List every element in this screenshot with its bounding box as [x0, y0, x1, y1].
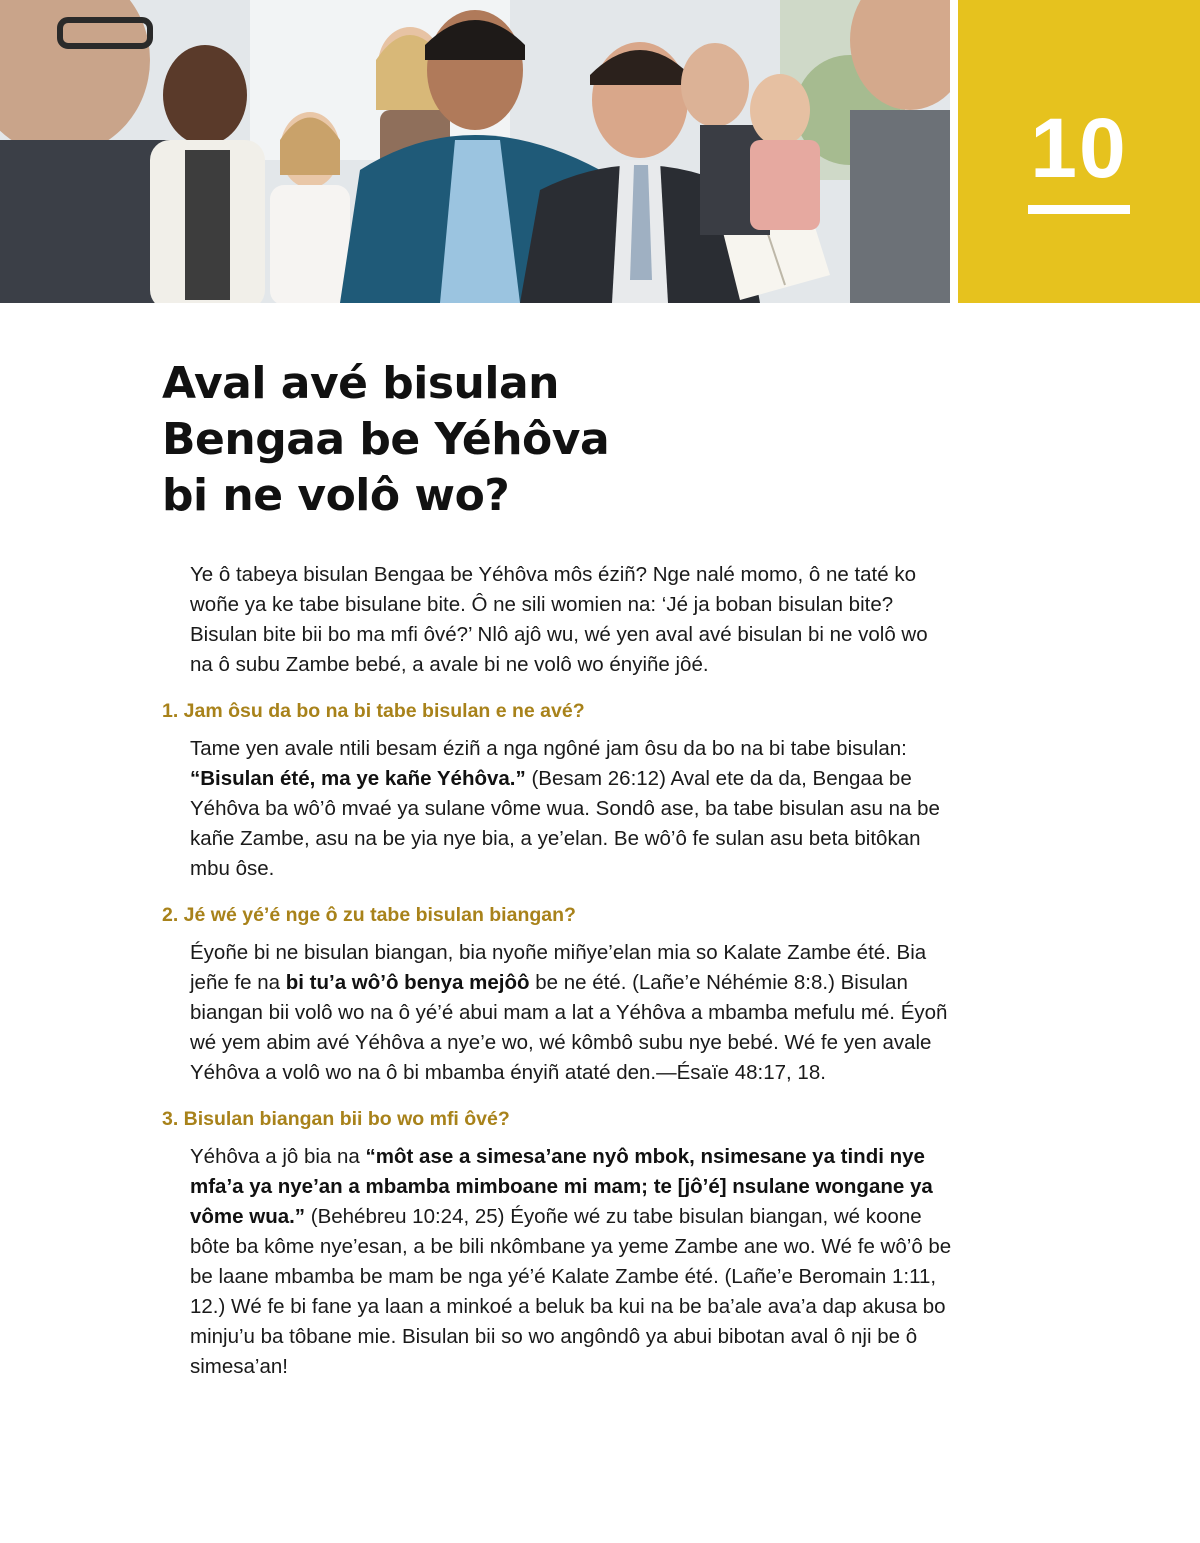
title-line: Bengaa be Yéhôva — [162, 414, 610, 465]
badge-underline — [1028, 205, 1130, 214]
title-line: bi ne volô wo? — [162, 470, 510, 521]
hero-photo — [0, 0, 950, 303]
answer-emphasis: “Bisulan été, ma ye kañe Yéhôva.” — [190, 767, 526, 790]
answer-text: (Besam 26:12) Aval ete da da, Bengaa be Yéhôva ba wô’ô mvaé ya sulane vôme wua. Sondô ase, ba tabe bisulan asu na be kañe Zambe, asu na be yia nye bia, a ye’elan. Be wô’ô fe sulan asu beta bitôkan mbu ôse. — [190, 767, 940, 880]
congregation-meeting-illustration — [0, 0, 950, 303]
intro-paragraph: Ye ô tabeya bisulan Bengaa be Yéhôva môs éziñ? Nge nalé momo, ô ne taté ko woñe ya ke tabe bisulane bite. Ô ne sili womien na: ‘Jé ja boban bisulan bite? Bisulan bite bii bo ma mfi ôvé?’ Nlô ajô wu, wé yen aval avé bisulan bi ne volô wo na ô subu Zambe bebé, a avale bi ne volô wo ényiñe jôé. — [190, 563, 928, 676]
section-question: 3. Bisulan biangan bii bo wo mfi ôvé? — [162, 1108, 510, 1130]
title-line: Aval avé bisulan — [162, 358, 559, 409]
chapter-number: 10 — [1030, 101, 1128, 195]
answer-text: be ne été. (Lañe’e Néhémie 8:8.) Bisulan biangan bii volô wo na ô yé’é abui mam a lat a Yéhôva a mbamba mefulu mé. Éyoñ wé yem abim avé Yéhôva a nye’e wo, wé kômbô subu nye bebé. Wé fe yen avale Yéhôva a volô wo na ô bi mbamba ényiñ ataté den.—Ésaïe 48:17, 18. — [190, 971, 948, 1084]
article-body — [162, 560, 952, 1382]
section-answer — [190, 938, 952, 1088]
section-question: 1. Jam ôsu da bo na bi tabe bisulan e ne avé? — [162, 700, 585, 722]
section — [162, 1104, 952, 1382]
page-title — [162, 356, 862, 524]
answer-text: Yéhôva a jô bia na — [190, 1145, 366, 1168]
section-question: 2. Jé wé yé’é nge ô zu tabe bisulan biangan? — [162, 904, 576, 926]
answer-text: Éyoñe bi ne bisulan biangan, bia nyoñe miñye’elan mia so Kalate Zambe été. Bia jeñe fe na — [190, 941, 927, 994]
answer-emphasis: “môt ase a simesa’ane nyô mbok, nsimesane ya tindi nye mfa’a ya nye’an a mbamba mimboane mi mam; te [jô’é] nsulane wongane ya vôme wua.” — [190, 1145, 933, 1228]
answer-emphasis: bi tu’a wô’ô benya mejôô — [285, 971, 530, 994]
section — [162, 696, 952, 884]
chapter-badge — [958, 0, 1200, 303]
section-answer — [190, 734, 952, 884]
section — [162, 900, 952, 1088]
section-answer — [190, 1142, 952, 1382]
answer-text: (Behébreu 10:24, 25) Éyoñe wé zu tabe bisulan biangan, wé koone bôte ba kôme nye’esan, a be bili nkômbane ya yeme Zambe ane wo. Wé fe wô’ô be be laane mbamba be mam be nga yé’é Kalate Zambe été. (Lañe’e Beromain 1:11, 12.) Wé fe bi fane ya laan a minkoé a beluk ba kui na be ba’ale ava’a dap akusa bo minju’u ba tôbane mie. Bisulan bii so wo angôndô ya abui bibotan aval ô nji be ô simesa’an! — [190, 1205, 952, 1378]
answer-text: Tame yen avale ntili besam éziñ a nga ngôné jam ôsu da bo na bi tabe bisulan: — [190, 737, 907, 760]
